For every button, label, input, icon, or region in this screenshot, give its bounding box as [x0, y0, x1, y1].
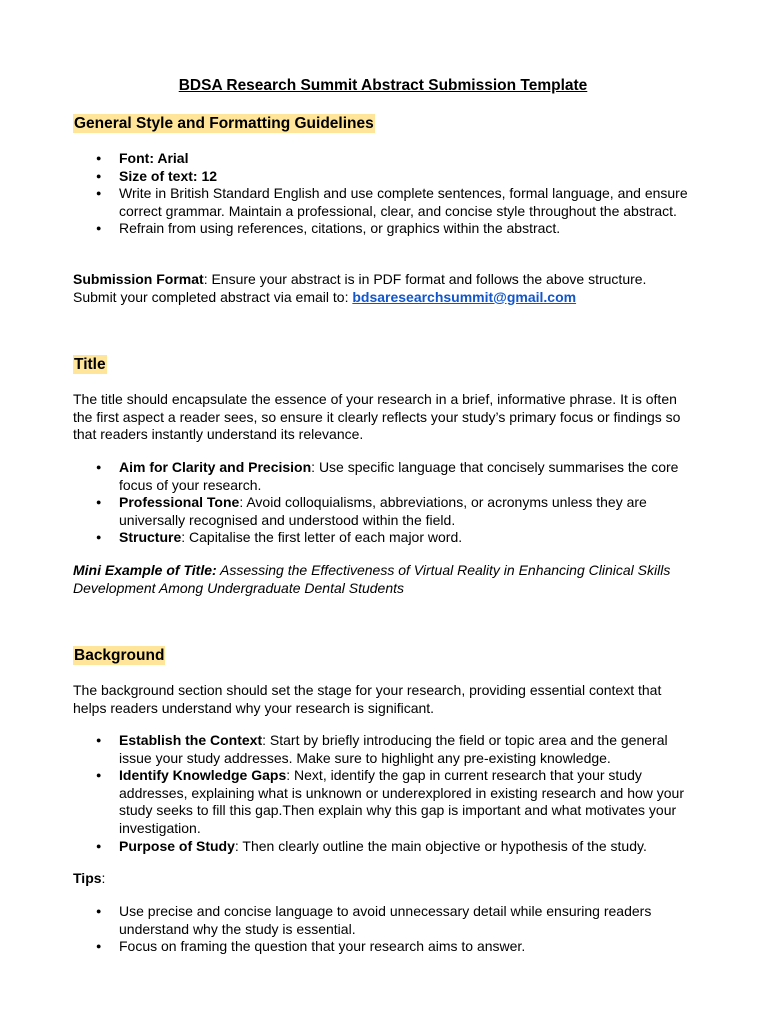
submission-format-paragraph: Submission Format: Ensure your abstract is in PDF format and follows the above structure. Submit your completed abstract via email to: bdsaresearchsummit@gmail.com [73, 271, 647, 305]
list-item: ● Purpose of Study: Then clearly outline the main objective or hypothesis of the study. [73, 838, 698, 856]
list-item: ● Write in British Standard English and use complete sentences, formal language, and ensure correct grammar. Maintain a professional, clear, and concise style throughout the abstract. [73, 185, 698, 220]
list-item: ● Professional Tone: Avoid colloquialisms, abbreviations, or acronyms unless they are universally recognised and understood within the field. [73, 494, 698, 529]
list-item: ● Identify Knowledge Gaps: Next, identify the gap in current research that your study addresses, explaining what is unknown or underexplored in existing research and how your study seeks to fill this gap.Then explain why this gap is important and what motivates your investigation. [73, 767, 698, 837]
title-heading: Title [74, 356, 106, 373]
email-link[interactable]: bdsaresearchsummit@gmail.com [352, 288, 577, 305]
document-title: BDSA Research Summit Abstract Submission Template [178, 77, 588, 94]
general-guidelines-heading: General Style and Formatting Guidelines [74, 115, 374, 132]
background-intro-paragraph: The background section should set the stage for your research, providing essential context that helps readers understand why your research is significant. [73, 682, 662, 716]
general-guidelines-list [73, 150, 698, 238]
list-item: ● Aim for Clarity and Precision: Use specific language that concisely summarises the core focus of your research. [73, 459, 698, 494]
list-item: ● Use precise and concise language to avoid unnecessary detail while ensuring readers understand why the study is essential. [73, 903, 698, 938]
tips-list [73, 903, 698, 956]
list-item: ● Structure: Capitalise the first letter of each major word. [73, 529, 698, 547]
title-guidelines-list [73, 459, 698, 547]
title-intro-paragraph: The title should encapsulate the essence of your research in a brief, informative phrase. It is often the first aspect a reader sees, so ensure it clearly reflects your study’s primary focus or findings so that readers instantly understand its relevance. [73, 391, 681, 443]
title-example-paragraph: Mini Example of Title: Assessing the Effectiveness of Virtual Reality in Enhancing Clinical Skills Development Among Undergraduate Dental Students [73, 562, 671, 596]
list-item: ● Size of text: 12 [73, 168, 698, 186]
list-item: ● Focus on framing the question that your research aims to answer. [73, 938, 698, 956]
tips-label: Tips: [73, 870, 106, 886]
list-item: ● Font: Arial [73, 150, 698, 168]
background-guidelines-list [73, 732, 698, 855]
background-heading: Background [74, 647, 165, 664]
list-item: ● Refrain from using references, citations, or graphics within the abstract. [73, 220, 698, 238]
list-item: ● Establish the Context: Start by briefly introducing the field or topic area and the general issue your study addresses. Make sure to highlight any pre-existing knowledge. [73, 732, 698, 767]
